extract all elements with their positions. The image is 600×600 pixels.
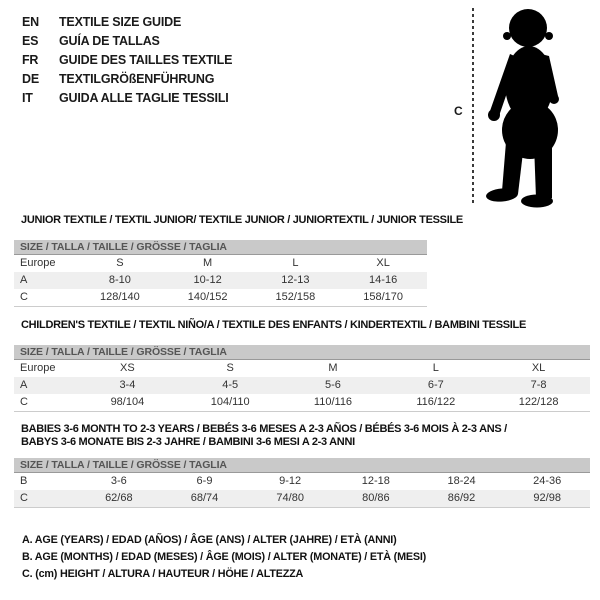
size-value-cell: 14-16 [369, 274, 398, 286]
size-value-cell: 4-5 [222, 379, 239, 391]
footnote-c: C. (cm) HEIGHT / ALTURA / HAUTEUR / HÖHE / ALTEZZA [22, 568, 304, 580]
size-value-cell: 3-6 [110, 475, 127, 487]
row-label: C [20, 396, 28, 408]
size-value-cell: 6-9 [196, 475, 213, 487]
size-value-cell: 86/92 [447, 492, 476, 504]
table-row [14, 255, 427, 272]
size-value-cell: 9-12 [279, 475, 302, 487]
language-label: GUÍA DE TALLAS [59, 34, 160, 48]
language-code: DE [22, 72, 39, 86]
language-row [22, 51, 232, 70]
size-value-cell: 122/128 [518, 396, 559, 408]
size-value-cell: 104/110 [210, 396, 250, 408]
table-row [14, 289, 427, 306]
size-value-cell: 12-18 [361, 475, 390, 487]
language-code: EN [22, 15, 39, 29]
size-value-cell: 158/170 [363, 291, 403, 303]
size-value-cell: 116/122 [416, 396, 456, 408]
language-row [22, 32, 232, 51]
table-row [14, 490, 590, 507]
table-row [14, 377, 590, 394]
table-row [14, 473, 590, 490]
language-label: TEXTILE SIZE GUIDE [59, 15, 182, 29]
language-row [22, 89, 232, 108]
size-value-cell: 8-10 [108, 274, 131, 286]
size-value-cell: 68/74 [190, 492, 219, 504]
size-value-cell: 74/80 [276, 492, 304, 504]
size-value-cell: L [432, 362, 439, 374]
table-body [14, 255, 427, 307]
size-value-cell: 98/104 [110, 396, 145, 408]
size-value-cell: XL [376, 257, 390, 269]
language-code: ES [22, 34, 39, 48]
size-value-cell: 6-7 [427, 379, 444, 391]
language-code: FR [22, 53, 39, 67]
size-value-cell: 5-6 [325, 379, 341, 391]
row-label: B [20, 475, 28, 487]
size-value-cell: 62/68 [105, 492, 133, 504]
baby-silhouette-icon [479, 4, 597, 209]
row-label: A [20, 379, 28, 391]
size-value-cell: XL [531, 362, 546, 374]
language-label: GUIDE DES TAILLES TEXTILE [59, 53, 233, 67]
row-label: Europe [20, 362, 56, 374]
table-title: JUNIOR TEXTILE / TEXTIL JUNIOR/ TEXTILE JUNIOR / JUNIORTEXTIL / JUNIOR TESSILE [21, 214, 463, 226]
size-value-cell: M [328, 362, 338, 374]
language-row [22, 70, 232, 89]
table-row [14, 394, 590, 411]
table-body [14, 360, 590, 412]
table-row [14, 272, 427, 289]
size-value-cell: 128/140 [99, 291, 140, 303]
height-measure-dashed-line [472, 8, 474, 206]
table-row [14, 360, 590, 377]
table-title: CHILDREN'S TEXTILE / TEXTIL NIÑO/A / TEXTILE DES ENFANTS / KINDERTEXTIL / BAMBINI TESSILE [21, 319, 526, 331]
table-body [14, 473, 590, 508]
language-list [22, 13, 232, 108]
row-label: Europe [20, 257, 56, 269]
language-row [22, 13, 232, 32]
size-value-cell: 110/116 [313, 396, 353, 408]
size-header-bar: SIZE / TALLA / TAILLE / GRÖSSE / TAGLIA [14, 240, 427, 255]
footnote-b: B. AGE (MONTHS) / EDAD (MESES) / ÂGE (MOIS) / ALTER (MONATE) / ETÀ (MESI) [22, 551, 427, 563]
size-value-cell: 140/152 [187, 291, 228, 303]
row-label: C [20, 291, 28, 303]
table-title-line2: BABYS 3-6 MONATE BIS 2-3 JAHRE / BAMBINI 3-6 MESI A 2-3 ANNI [21, 436, 355, 448]
size-value-cell: 3-4 [119, 379, 136, 391]
size-value-cell: M [203, 257, 213, 269]
size-value-cell: 92/98 [533, 492, 561, 504]
size-value-cell: 152/158 [275, 291, 316, 303]
size-value-cell: 10-12 [193, 274, 222, 286]
footnotes [22, 532, 426, 583]
size-header-bar: SIZE / TALLA / TAILLE / GRÖSSE / TAGLIA [14, 458, 590, 473]
row-label: C [20, 492, 28, 504]
footnote-a: A. AGE (YEARS) / EDAD (AÑOS) / ÂGE (ANS) / ALTER (JAHRE) / ETÀ (ANNI) [22, 534, 397, 546]
size-value-cell: 7-8 [530, 379, 547, 391]
children-table [14, 319, 590, 412]
babies-table [14, 423, 590, 508]
size-value-cell: 80/86 [362, 492, 390, 504]
size-value-cell: XS [120, 362, 135, 374]
size-value-cell: L [292, 257, 299, 269]
language-code: IT [22, 91, 33, 105]
row-label: A [20, 274, 28, 286]
language-label: TEXTILGRÖßENFÜHRUNG [59, 72, 215, 86]
height-measure-label: C [454, 104, 463, 118]
language-label: GUIDA ALLE TAGLIE TESSILI [59, 91, 229, 105]
size-value-cell: 12-13 [281, 274, 310, 286]
size-header-bar: SIZE / TALLA / TAILLE / GRÖSSE / TAGLIA [14, 345, 590, 360]
size-value-cell: 24-36 [533, 475, 562, 487]
size-value-cell: 18-24 [447, 475, 476, 487]
table-title: BABIES 3-6 MONTH TO 2-3 YEARS / BEBÉS 3-6 MESES A 2-3 AÑOS / BÉBÉS 3-6 MOIS À 2-3 ANS / [21, 423, 507, 435]
size-value-cell: S [116, 257, 124, 269]
size-value-cell: S [226, 362, 234, 374]
junior-table [14, 214, 463, 307]
